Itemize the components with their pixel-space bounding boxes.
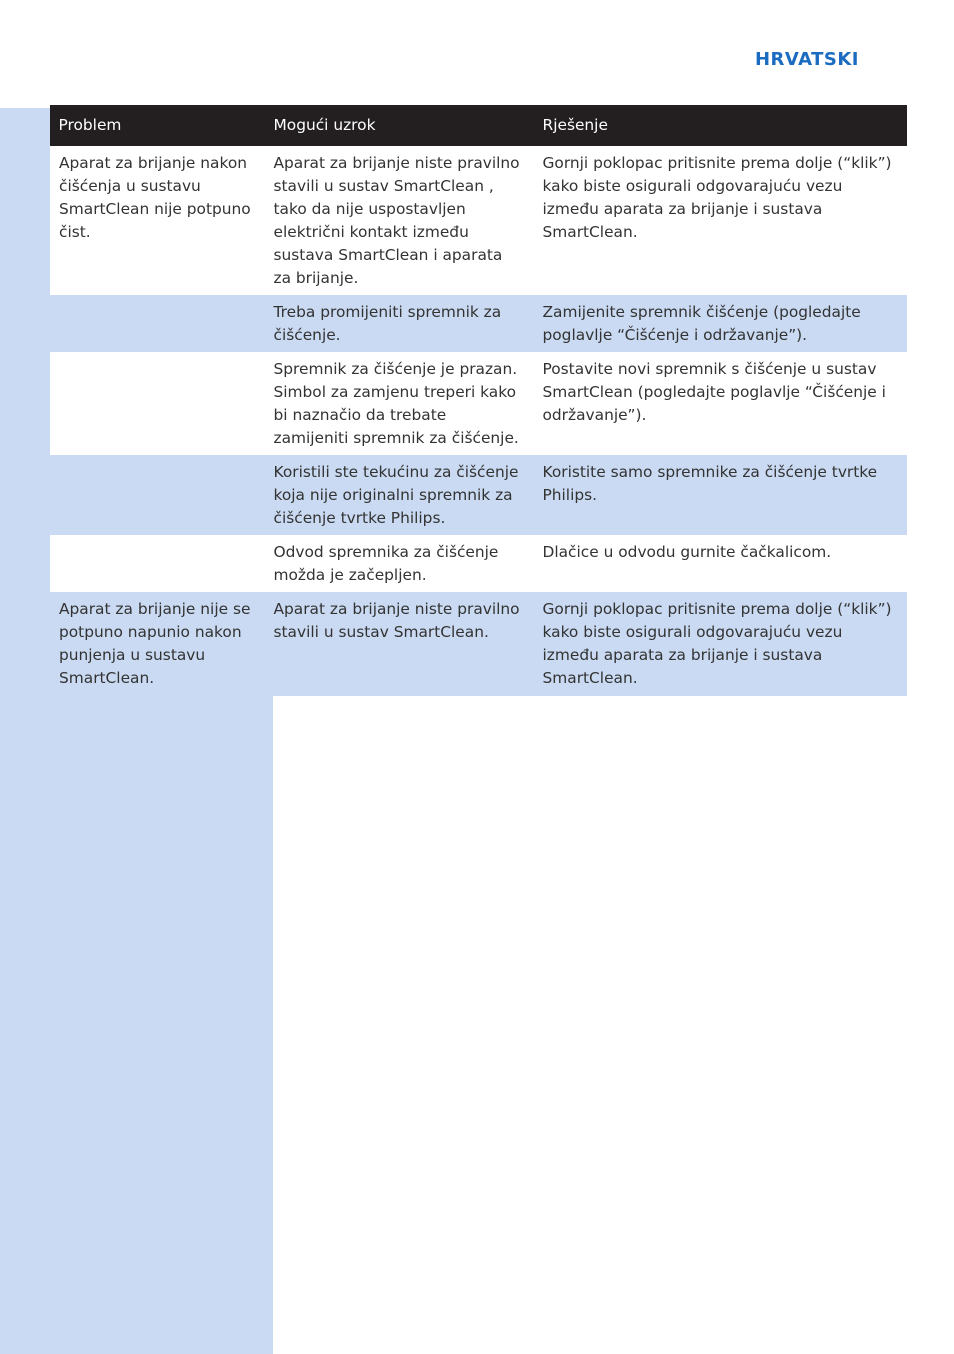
table-row	[50, 352, 907, 455]
cause-cell: Spremnik za čišćenje je prazan. Simbol za zamjenu treperi kako bi naznačio da trebate zamijeniti spremnik za čišćenje.	[265, 352, 534, 455]
problem-cell: Aparat za brijanje nije se potpuno napunio nakon punjenja u sustavu SmartClean.	[50, 592, 265, 696]
solution-cell: Gornji poklopac pritisnite prema dolje (“klik”) kako biste osigurali odgovarajuću vezu između aparata za brijanje i sustava SmartClean.	[534, 146, 907, 295]
problem-cell	[50, 295, 265, 352]
solution-cell: Postavite novi spremnik s čišćenje u sustav SmartClean (pogledajte poglavlje “Čišćenje i održavanje”).	[534, 352, 907, 455]
language-heading: HRVATSKI	[754, 49, 859, 70]
problem-cell	[50, 352, 265, 455]
problem-cell: Aparat za brijanje nakon čišćenja u sustavu SmartClean nije potpuno čist.	[50, 146, 265, 295]
solution-cell: Gornji poklopac pritisnite prema dolje (“klik”) kako biste osigurali odgovarajuću vezu između aparata za brijanje i sustava SmartClean.	[534, 592, 907, 696]
column-header-solution: Rješenje	[534, 105, 907, 146]
table-row	[50, 455, 907, 535]
solution-cell: Koristite samo spremnike za čišćenje tvrtke Philips.	[534, 455, 907, 535]
column-header-problem: Problem	[50, 105, 265, 146]
table-row	[50, 535, 907, 592]
table-row	[50, 146, 907, 295]
problem-cell	[50, 455, 265, 535]
column-header-cause: Mogući uzrok	[265, 105, 534, 146]
solution-cell: Zamijenite spremnik čišćenje (pogledajte poglavlje “Čišćenje i održavanje”).	[534, 295, 907, 352]
cause-cell: Odvod spremnika za čišćenje možda je začepljen.	[265, 535, 534, 592]
cause-cell: Treba promijeniti spremnik za čišćenje.	[265, 295, 534, 352]
table-row	[50, 592, 907, 696]
troubleshooting-table	[49, 105, 907, 696]
table-row	[50, 295, 907, 352]
cause-cell: Koristili ste tekućinu za čišćenje koja nije originalni spremnik za čišćenje tvrtke Philips.	[265, 455, 534, 535]
solution-cell: Dlačice u odvodu gurnite čačkalicom.	[534, 535, 907, 592]
cause-cell: Aparat za brijanje niste pravilno stavili u sustav SmartClean , tako da nije uspostavljen električni kontakt između sustava SmartClean i aparata za brijanje.	[265, 146, 534, 295]
table-header-row	[50, 105, 907, 146]
cause-cell: Aparat za brijanje niste pravilno stavili u sustav SmartClean.	[265, 592, 534, 696]
problem-cell	[50, 535, 265, 592]
